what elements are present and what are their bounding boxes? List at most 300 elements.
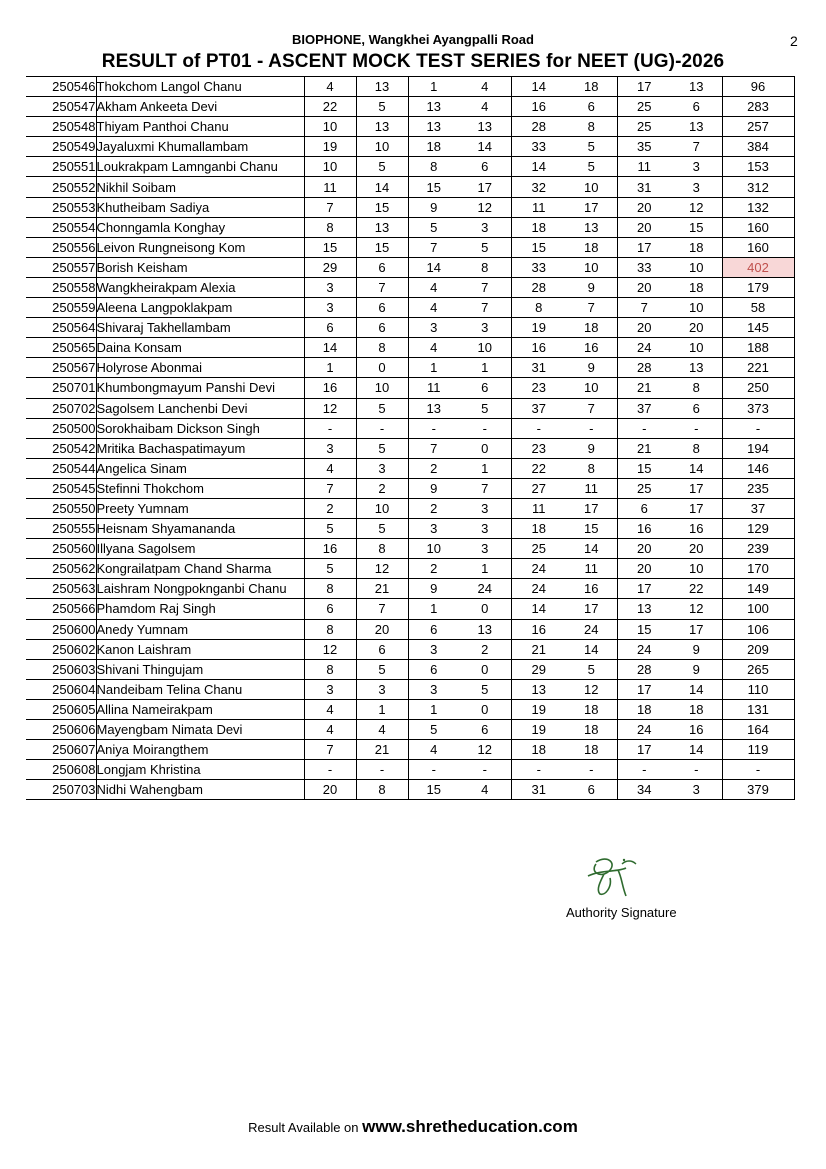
score: - bbox=[356, 418, 408, 438]
score: 6 bbox=[356, 318, 408, 338]
student-name: Aniya Moirangthem bbox=[96, 740, 304, 760]
roll-number: 250550 bbox=[26, 498, 96, 518]
score: 5 bbox=[459, 237, 511, 257]
student-name: Shivaraj Takhellambam bbox=[96, 318, 304, 338]
student-name: Stefinni Thokchom bbox=[96, 478, 304, 498]
score: 18 bbox=[617, 699, 671, 719]
roll-number: 250603 bbox=[26, 659, 96, 679]
score: 18 bbox=[566, 720, 617, 740]
score: 10 bbox=[671, 559, 722, 579]
table-row bbox=[26, 117, 794, 137]
total-score: 164 bbox=[722, 720, 794, 740]
score: 23 bbox=[511, 378, 566, 398]
score: 1 bbox=[356, 699, 408, 719]
table-row bbox=[26, 699, 794, 719]
score: 3 bbox=[304, 277, 356, 297]
score: 2 bbox=[356, 478, 408, 498]
score: 10 bbox=[671, 298, 722, 318]
score: 15 bbox=[671, 217, 722, 237]
table-row bbox=[26, 458, 794, 478]
score: 4 bbox=[408, 298, 459, 318]
total-score: 250 bbox=[722, 378, 794, 398]
table-row bbox=[26, 559, 794, 579]
score: 5 bbox=[459, 679, 511, 699]
score: 16 bbox=[617, 519, 671, 539]
roll-number: 250565 bbox=[26, 338, 96, 358]
student-name: Angelica Sinam bbox=[96, 458, 304, 478]
score: 6 bbox=[566, 780, 617, 800]
score: 13 bbox=[459, 619, 511, 639]
score: 1 bbox=[408, 699, 459, 719]
total-score: 146 bbox=[722, 458, 794, 478]
score: 15 bbox=[511, 237, 566, 257]
score: 24 bbox=[459, 579, 511, 599]
total-score: 235 bbox=[722, 478, 794, 498]
score: 17 bbox=[617, 679, 671, 699]
score: 6 bbox=[459, 378, 511, 398]
total-score: 373 bbox=[722, 398, 794, 418]
score: 3 bbox=[304, 298, 356, 318]
score: 21 bbox=[511, 639, 566, 659]
score: 24 bbox=[617, 338, 671, 358]
organization-name: BIOPHONE, Wangkhei Ayangpalli Road bbox=[292, 32, 534, 47]
total-score: - bbox=[722, 418, 794, 438]
score: 12 bbox=[304, 639, 356, 659]
footer bbox=[0, 1117, 826, 1137]
score: 7 bbox=[617, 298, 671, 318]
score: - bbox=[511, 418, 566, 438]
score: 6 bbox=[356, 639, 408, 659]
score: 0 bbox=[459, 599, 511, 619]
score: 31 bbox=[511, 358, 566, 378]
table-row bbox=[26, 478, 794, 498]
total-score: 100 bbox=[722, 599, 794, 619]
roll-number: 250562 bbox=[26, 559, 96, 579]
total-score: 257 bbox=[722, 117, 794, 137]
score: 21 bbox=[356, 740, 408, 760]
score: 20 bbox=[617, 197, 671, 217]
score: 13 bbox=[356, 77, 408, 97]
roll-number: 250608 bbox=[26, 760, 96, 780]
student-name: Daina Konsam bbox=[96, 338, 304, 358]
score: 7 bbox=[408, 438, 459, 458]
score: 16 bbox=[671, 720, 722, 740]
score: 7 bbox=[459, 277, 511, 297]
score: 7 bbox=[459, 478, 511, 498]
score: 4 bbox=[408, 740, 459, 760]
roll-number: 250553 bbox=[26, 197, 96, 217]
total-score: 379 bbox=[722, 780, 794, 800]
score: 5 bbox=[408, 217, 459, 237]
score: 14 bbox=[408, 257, 459, 277]
score: 19 bbox=[304, 137, 356, 157]
table-row bbox=[26, 498, 794, 518]
score: 7 bbox=[408, 237, 459, 257]
total-score: 265 bbox=[722, 659, 794, 679]
student-name: Mayengbam Nimata Devi bbox=[96, 720, 304, 740]
score: 18 bbox=[408, 137, 459, 157]
score: 11 bbox=[566, 559, 617, 579]
score: 37 bbox=[617, 398, 671, 418]
total-score: 106 bbox=[722, 619, 794, 639]
table-row bbox=[26, 97, 794, 117]
roll-number: 250702 bbox=[26, 398, 96, 418]
score: 18 bbox=[566, 237, 617, 257]
footer-prefix: Result Available on bbox=[248, 1120, 363, 1135]
student-name: Leivon Rungneisong Kom bbox=[96, 237, 304, 257]
score: 35 bbox=[617, 137, 671, 157]
score: 16 bbox=[566, 579, 617, 599]
score: 3 bbox=[459, 519, 511, 539]
score: 16 bbox=[511, 97, 566, 117]
student-name: Wangkheirakpam Alexia bbox=[96, 277, 304, 297]
score: 3 bbox=[304, 438, 356, 458]
score: 20 bbox=[617, 559, 671, 579]
score: 25 bbox=[617, 478, 671, 498]
total-score: 402 bbox=[722, 257, 794, 277]
roll-number: 250551 bbox=[26, 157, 96, 177]
score: - bbox=[511, 760, 566, 780]
student-name: Kongrailatpam Chand Sharma bbox=[96, 559, 304, 579]
score: 24 bbox=[617, 639, 671, 659]
total-score: 170 bbox=[722, 559, 794, 579]
total-score: 221 bbox=[722, 358, 794, 378]
score: 17 bbox=[617, 77, 671, 97]
roll-number: 250566 bbox=[26, 599, 96, 619]
score: 17 bbox=[617, 579, 671, 599]
table-row bbox=[26, 780, 794, 800]
roll-number: 250542 bbox=[26, 438, 96, 458]
score: 4 bbox=[304, 720, 356, 740]
student-name: Nikhil Soibam bbox=[96, 177, 304, 197]
score: 3 bbox=[408, 519, 459, 539]
score: 13 bbox=[511, 679, 566, 699]
score: 8 bbox=[304, 579, 356, 599]
score: - bbox=[566, 760, 617, 780]
student-name: Aleena Langpoklakpam bbox=[96, 298, 304, 318]
score: 13 bbox=[671, 358, 722, 378]
score: 3 bbox=[459, 318, 511, 338]
score: 4 bbox=[304, 458, 356, 478]
score: 6 bbox=[566, 97, 617, 117]
score: 10 bbox=[304, 157, 356, 177]
score: - bbox=[459, 418, 511, 438]
roll-number: 250547 bbox=[26, 97, 96, 117]
score: 5 bbox=[408, 720, 459, 740]
score: 29 bbox=[511, 659, 566, 679]
score: 18 bbox=[566, 77, 617, 97]
total-score: 384 bbox=[722, 137, 794, 157]
score: 33 bbox=[511, 137, 566, 157]
score: - bbox=[304, 760, 356, 780]
table-row bbox=[26, 639, 794, 659]
table-row bbox=[26, 338, 794, 358]
table-row bbox=[26, 740, 794, 760]
total-score: 188 bbox=[722, 338, 794, 358]
score: 25 bbox=[511, 539, 566, 559]
score: 18 bbox=[511, 519, 566, 539]
score: 20 bbox=[356, 619, 408, 639]
student-name: Nidhi Wahengbam bbox=[96, 780, 304, 800]
total-score: 283 bbox=[722, 97, 794, 117]
table-row bbox=[26, 217, 794, 237]
score: 10 bbox=[459, 338, 511, 358]
score: 15 bbox=[356, 237, 408, 257]
table-row bbox=[26, 720, 794, 740]
score: 7 bbox=[304, 740, 356, 760]
total-score: 58 bbox=[722, 298, 794, 318]
student-name: Shivani Thingujam bbox=[96, 659, 304, 679]
signature-mark bbox=[578, 850, 648, 902]
student-name: Sagolsem Lanchenbi Devi bbox=[96, 398, 304, 418]
score: 17 bbox=[459, 177, 511, 197]
score: 11 bbox=[511, 498, 566, 518]
score: 17 bbox=[566, 197, 617, 217]
table-row bbox=[26, 659, 794, 679]
score: 6 bbox=[304, 599, 356, 619]
score: 21 bbox=[617, 438, 671, 458]
score: 15 bbox=[408, 780, 459, 800]
score: 5 bbox=[304, 559, 356, 579]
score: 10 bbox=[356, 378, 408, 398]
total-score: 129 bbox=[722, 519, 794, 539]
score: 1 bbox=[459, 358, 511, 378]
score: 6 bbox=[617, 498, 671, 518]
score: 10 bbox=[566, 378, 617, 398]
score: 10 bbox=[304, 117, 356, 137]
total-score: 149 bbox=[722, 579, 794, 599]
signature-label: Authority Signature bbox=[566, 905, 677, 920]
score: 28 bbox=[617, 358, 671, 378]
score: 12 bbox=[356, 559, 408, 579]
score: 8 bbox=[408, 157, 459, 177]
score: - bbox=[566, 418, 617, 438]
score: 37 bbox=[511, 398, 566, 418]
score: 3 bbox=[671, 157, 722, 177]
table-row bbox=[26, 438, 794, 458]
score: 13 bbox=[671, 117, 722, 137]
student-name: Borish Keisham bbox=[96, 257, 304, 277]
score: 12 bbox=[671, 599, 722, 619]
score: 20 bbox=[617, 217, 671, 237]
score: 8 bbox=[671, 378, 722, 398]
roll-number: 250558 bbox=[26, 277, 96, 297]
score: 7 bbox=[671, 137, 722, 157]
score: 10 bbox=[408, 539, 459, 559]
score: 3 bbox=[671, 177, 722, 197]
score: 9 bbox=[408, 579, 459, 599]
score: 5 bbox=[356, 659, 408, 679]
score: 17 bbox=[671, 619, 722, 639]
score: 18 bbox=[566, 699, 617, 719]
score: 20 bbox=[617, 539, 671, 559]
total-score: 160 bbox=[722, 237, 794, 257]
student-name: Khutheibam Sadiya bbox=[96, 197, 304, 217]
score: 14 bbox=[511, 157, 566, 177]
score: - bbox=[408, 418, 459, 438]
score: 29 bbox=[304, 257, 356, 277]
table-row bbox=[26, 579, 794, 599]
student-name: Loukrakpam Lamnganbi Chanu bbox=[96, 157, 304, 177]
student-name: Heisnam Shyamananda bbox=[96, 519, 304, 539]
score: 14 bbox=[459, 137, 511, 157]
table-row bbox=[26, 619, 794, 639]
score: 13 bbox=[459, 117, 511, 137]
student-name: Preety Yumnam bbox=[96, 498, 304, 518]
score: 12 bbox=[459, 740, 511, 760]
roll-number: 250546 bbox=[26, 77, 96, 97]
roll-number: 250567 bbox=[26, 358, 96, 378]
score: 17 bbox=[566, 498, 617, 518]
score: 14 bbox=[671, 458, 722, 478]
score: 0 bbox=[459, 659, 511, 679]
score: 25 bbox=[617, 117, 671, 137]
score: 13 bbox=[408, 117, 459, 137]
score: 18 bbox=[511, 217, 566, 237]
score: 12 bbox=[459, 197, 511, 217]
score: 0 bbox=[459, 699, 511, 719]
score: 16 bbox=[304, 378, 356, 398]
score: 17 bbox=[671, 478, 722, 498]
score: 20 bbox=[617, 318, 671, 338]
student-name: Holyrose Abonmai bbox=[96, 358, 304, 378]
table-row bbox=[26, 177, 794, 197]
roll-number: 250554 bbox=[26, 217, 96, 237]
total-score: 145 bbox=[722, 318, 794, 338]
score: 33 bbox=[617, 257, 671, 277]
total-score: 96 bbox=[722, 77, 794, 97]
score: 19 bbox=[511, 318, 566, 338]
score: 3 bbox=[459, 539, 511, 559]
score: 28 bbox=[511, 117, 566, 137]
roll-number: 250552 bbox=[26, 177, 96, 197]
score: 11 bbox=[408, 378, 459, 398]
score: 6 bbox=[408, 619, 459, 639]
score: 3 bbox=[356, 679, 408, 699]
student-name: Phamdom Raj Singh bbox=[96, 599, 304, 619]
score: 8 bbox=[566, 117, 617, 137]
score: 16 bbox=[511, 619, 566, 639]
table-row bbox=[26, 398, 794, 418]
score: 34 bbox=[617, 780, 671, 800]
score: 22 bbox=[671, 579, 722, 599]
score: 18 bbox=[566, 318, 617, 338]
total-score: 209 bbox=[722, 639, 794, 659]
score: 16 bbox=[304, 539, 356, 559]
score: 14 bbox=[511, 599, 566, 619]
score: 3 bbox=[459, 217, 511, 237]
total-score: 119 bbox=[722, 740, 794, 760]
table-row bbox=[26, 599, 794, 619]
score: 0 bbox=[356, 358, 408, 378]
score: 5 bbox=[566, 137, 617, 157]
page-number: 2 bbox=[790, 33, 798, 49]
score: 9 bbox=[566, 358, 617, 378]
table-row bbox=[26, 679, 794, 699]
score: 10 bbox=[356, 498, 408, 518]
footer-website-link[interactable]: www.shretheducation.com bbox=[362, 1117, 578, 1136]
score: 6 bbox=[356, 257, 408, 277]
table-row bbox=[26, 137, 794, 157]
score: 8 bbox=[304, 659, 356, 679]
total-score: 194 bbox=[722, 438, 794, 458]
roll-number: 250606 bbox=[26, 720, 96, 740]
score: 8 bbox=[304, 619, 356, 639]
student-name: Longjam Khristina bbox=[96, 760, 304, 780]
score: 5 bbox=[356, 519, 408, 539]
score: - bbox=[671, 760, 722, 780]
score: 9 bbox=[408, 478, 459, 498]
score: 16 bbox=[671, 519, 722, 539]
score: 11 bbox=[304, 177, 356, 197]
table-row bbox=[26, 418, 794, 438]
page-title: RESULT of PT01 - ASCENT MOCK TEST SERIES for NEET (UG)-2026 bbox=[101, 51, 725, 72]
score: 17 bbox=[671, 498, 722, 518]
score: 22 bbox=[511, 458, 566, 478]
table-row bbox=[26, 358, 794, 378]
score: 5 bbox=[356, 97, 408, 117]
score: 10 bbox=[566, 177, 617, 197]
total-score: 37 bbox=[722, 498, 794, 518]
score: 7 bbox=[304, 197, 356, 217]
table-row bbox=[26, 77, 794, 97]
score: 18 bbox=[671, 699, 722, 719]
score: 15 bbox=[304, 237, 356, 257]
score: 12 bbox=[671, 197, 722, 217]
score: 14 bbox=[566, 639, 617, 659]
score: 8 bbox=[304, 217, 356, 237]
roll-number: 250557 bbox=[26, 257, 96, 277]
score: 8 bbox=[356, 780, 408, 800]
score: 10 bbox=[356, 137, 408, 157]
score: 2 bbox=[459, 639, 511, 659]
table-row bbox=[26, 257, 794, 277]
score: 6 bbox=[459, 720, 511, 740]
score: 6 bbox=[356, 298, 408, 318]
score: 5 bbox=[356, 398, 408, 418]
score: 33 bbox=[511, 257, 566, 277]
score: 5 bbox=[566, 659, 617, 679]
score: 7 bbox=[459, 298, 511, 318]
score: 28 bbox=[511, 277, 566, 297]
score: 12 bbox=[304, 398, 356, 418]
score: 9 bbox=[671, 639, 722, 659]
student-name: Chonngamla Konghay bbox=[96, 217, 304, 237]
score: 8 bbox=[356, 539, 408, 559]
score: 31 bbox=[617, 177, 671, 197]
score: 17 bbox=[617, 740, 671, 760]
roll-number: 250555 bbox=[26, 519, 96, 539]
roll-number: 250560 bbox=[26, 539, 96, 559]
student-name: Nandeibam Telina Chanu bbox=[96, 679, 304, 699]
student-name: Thiyam Panthoi Chanu bbox=[96, 117, 304, 137]
total-score: 239 bbox=[722, 539, 794, 559]
roll-number: 250548 bbox=[26, 117, 96, 137]
score: 21 bbox=[356, 579, 408, 599]
results-body bbox=[26, 77, 794, 800]
score: 9 bbox=[408, 197, 459, 217]
total-score: 160 bbox=[722, 217, 794, 237]
score: 32 bbox=[511, 177, 566, 197]
student-name: Illyana Sagolsem bbox=[96, 539, 304, 559]
table-row bbox=[26, 277, 794, 297]
roll-number: 250500 bbox=[26, 418, 96, 438]
score: 4 bbox=[459, 77, 511, 97]
score: 14 bbox=[566, 539, 617, 559]
score: 18 bbox=[511, 740, 566, 760]
total-score: 312 bbox=[722, 177, 794, 197]
score: 15 bbox=[566, 519, 617, 539]
